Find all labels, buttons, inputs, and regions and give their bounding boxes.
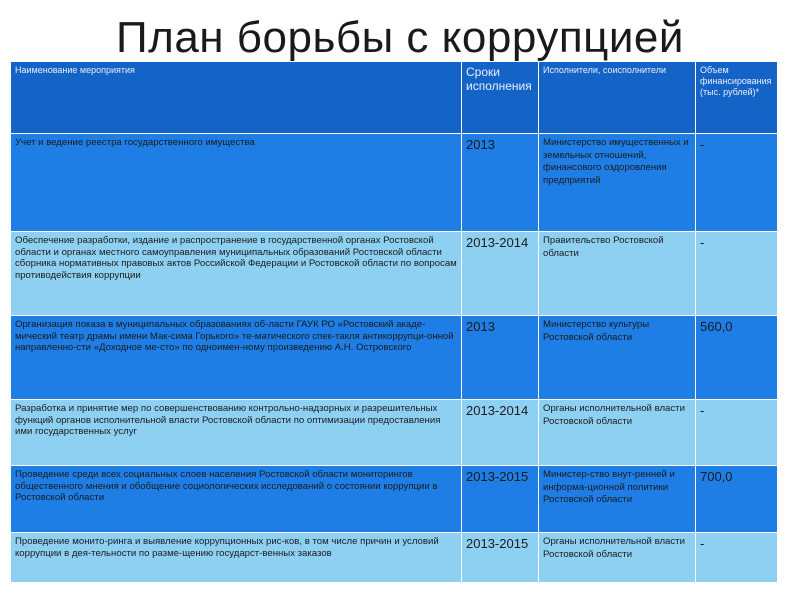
funding-cell: - bbox=[696, 232, 778, 316]
table-row bbox=[11, 316, 778, 400]
funding-cell: - bbox=[696, 400, 778, 466]
executors-cell: Министерство культуры Ростовской области bbox=[539, 316, 696, 400]
event-cell: Разработка и принятие мер по совершенствованию контрольно-надзорных и разрешительных функций органов исполнительной власти Ростовской области по оптимизации предоставления ими государственных услуг bbox=[11, 400, 462, 466]
event-cell: Проведение монито-ринга и выявление коррупционных рис-ков, в том числе причин и условий коррупции в дея-тельности по разме-щению государст-венных заказов bbox=[11, 533, 462, 583]
table-row bbox=[11, 466, 778, 533]
event-cell: Учет и ведение реестра государственного имущества bbox=[11, 134, 462, 232]
funding-cell: 560,0 bbox=[696, 316, 778, 400]
header-event: Наименование мероприятия bbox=[11, 62, 462, 134]
funding-cell: 700,0 bbox=[696, 466, 778, 533]
funding-cell: - bbox=[696, 533, 778, 583]
deadline-cell: 2013 bbox=[462, 134, 539, 232]
header-deadline: Сроки исполнения bbox=[462, 62, 539, 134]
deadline-cell: 2013-2015 bbox=[462, 466, 539, 533]
executors-cell: Министерство имущественных и земельных отношений, финансового оздоровления предприятий bbox=[539, 134, 696, 232]
deadline-cell: 2013 bbox=[462, 316, 539, 400]
deadline-cell: 2013-2015 bbox=[462, 533, 539, 583]
event-cell: Организация показа в муниципальных образованиях об-ласти ГАУК РО «Ростовский акаде-мический театр драмы имени Мак-сима Горького» те-матического спек-такля антикоррупци-онной направленно-сти «Доходное ме-сто» по одноимен-ному произведению А.Н. Островского bbox=[11, 316, 462, 400]
header-executors: Исполнители, соисполнители bbox=[539, 62, 696, 134]
executors-cell: Органы исполнительной власти Ростовской области bbox=[539, 400, 696, 466]
table-row bbox=[11, 134, 778, 232]
funding-cell: - bbox=[696, 134, 778, 232]
event-cell: Обеспечение разработки, издание и распространение в государственной органах Ростовской области и органах местного самоуправления муниципальных образований Ростовской области сборника нормативных правовых актов Российской Федерации и Ростовской области по вопросам противодействия коррупции bbox=[11, 232, 462, 316]
anticorruption-plan-table bbox=[10, 61, 778, 583]
deadline-cell: 2013-2014 bbox=[462, 400, 539, 466]
executors-cell: Органы исполнительной власти Ростовской области bbox=[539, 533, 696, 583]
executors-cell: Министер-ство внут-ренней и информа-ционной политики Ростовской области bbox=[539, 466, 696, 533]
executors-cell: Правительство Ростовской области bbox=[539, 232, 696, 316]
table-header-row bbox=[11, 62, 778, 134]
table-row bbox=[11, 533, 778, 583]
page-title: План борьбы с коррупцией bbox=[116, 13, 684, 62]
event-cell: Проведение среди всех социальных слоев населения Ростовской области мониторингов общественного мнения и обобщение социологических исследований о состоянии коррупции в Ростовской области bbox=[11, 466, 462, 533]
table-row bbox=[11, 400, 778, 466]
header-funding: Объем финансирования (тыс. рублей)* bbox=[696, 62, 778, 134]
table-row bbox=[11, 232, 778, 316]
deadline-cell: 2013-2014 bbox=[462, 232, 539, 316]
